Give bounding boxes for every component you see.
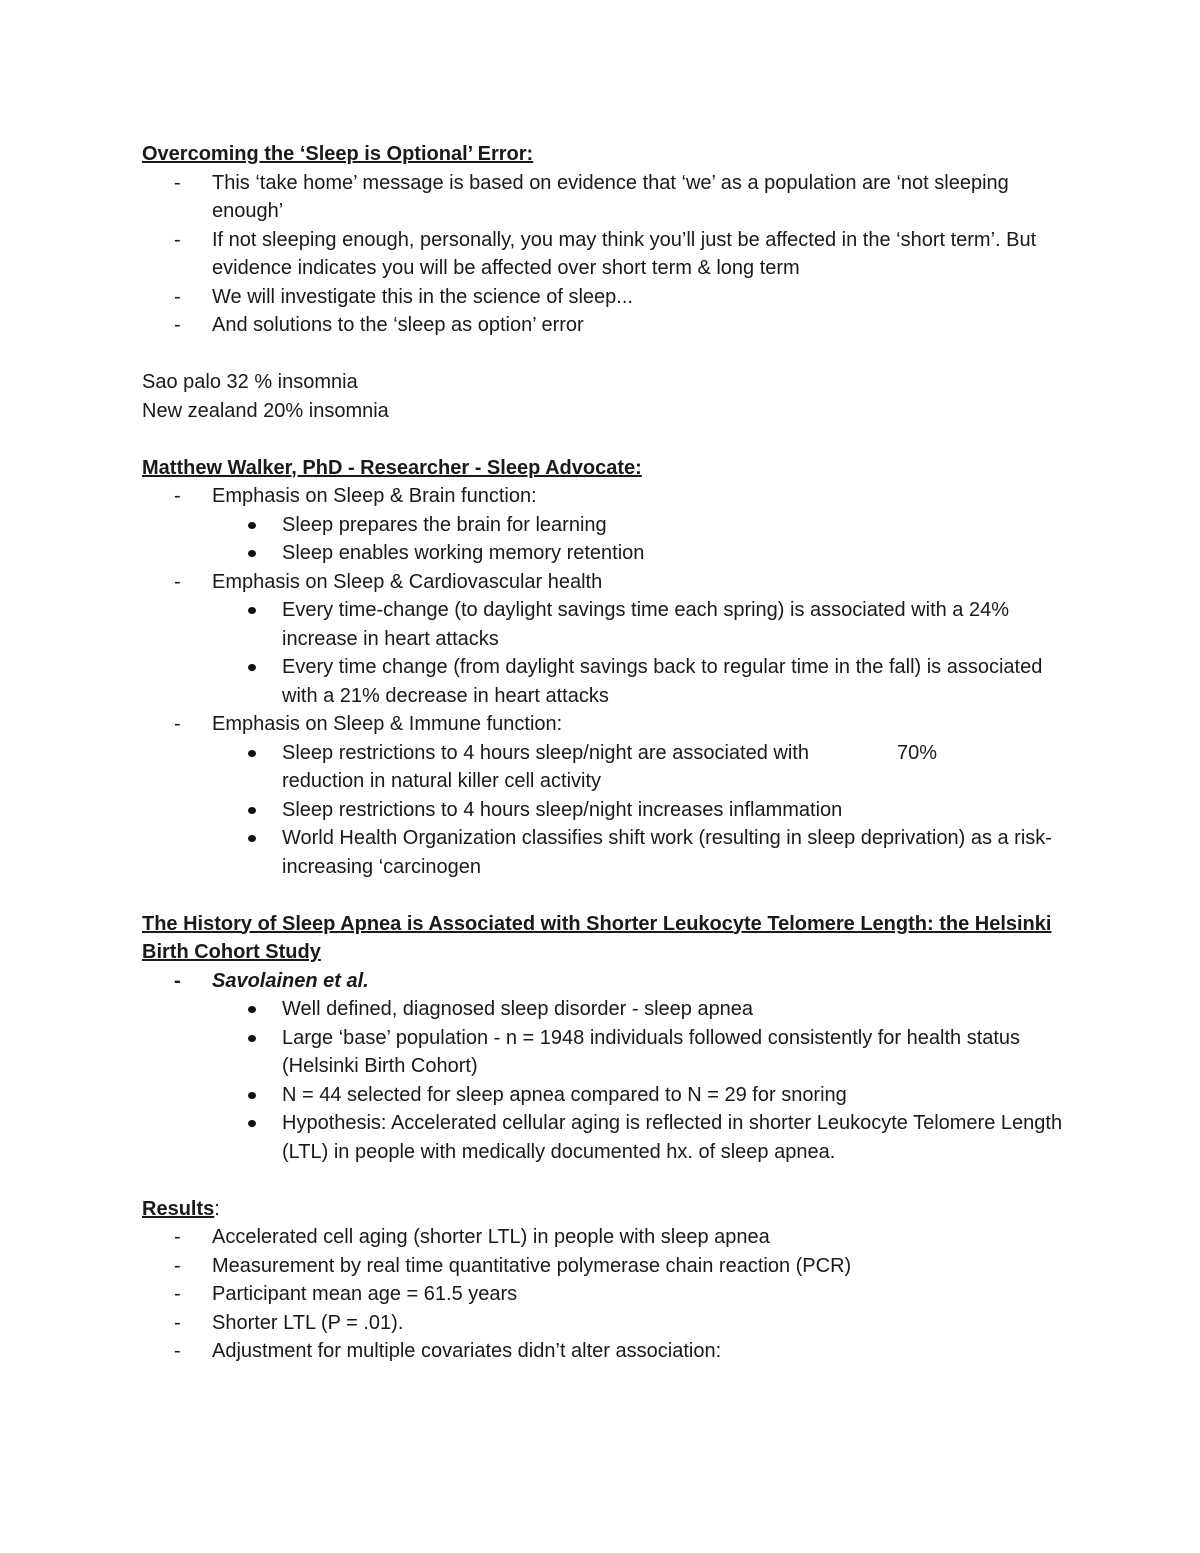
insomnia-stat-sao-paulo: Sao palo 32 % insomnia [142,371,358,393]
bullet-item [212,1081,1082,1110]
dash-marker: - [174,171,181,194]
bullet-item [212,653,1082,710]
list-item-cardio [142,568,1082,597]
list-item [142,1223,1082,1252]
bullet-text: Sleep enables working memory retention [282,542,645,564]
list-item-text: Emphasis on Sleep & Cardiovascular health [212,570,603,593]
bullet-marker [248,550,256,557]
dash-marker: - [174,1311,181,1334]
list-item-immune [142,710,1082,739]
bullet-text: Sleep restrictions to 4 hours sleep/night are associated with [282,741,809,764]
spacer [142,881,1082,910]
list-item-text: Measurement by real time quantitative polymerase chain reaction (PCR) [212,1254,852,1277]
bullet-text: Every time change (from daylight savings back to regular time in the fall) is associated with a 21% decrease in heart attacks [282,656,1043,707]
list-item-text: Adjustment for multiple covariates didn’t alter association: [212,1340,722,1362]
spacer [142,340,1082,369]
list-item [142,226,1082,283]
dash-marker: - [174,485,181,507]
bullet-marker [248,807,256,814]
dash-marker: - [174,314,181,336]
bullet-text: Well defined, diagnosed sleep disorder - sleep apnea [282,998,754,1020]
immune-bullets [212,739,1082,882]
list-item [142,1280,1082,1309]
bullet-text: Large ‘base’ population - n = 1948 individuals followed consistently for health status (Helsinki Birth Cohort) [282,1026,1021,1077]
study-list [142,967,1082,996]
list-item-text: This ‘take home’ message is based on evidence that ‘we’ as a population are ‘not sleeping enough’ [212,171,1009,222]
dash-marker: - [174,969,181,992]
list-item-text: Accelerated cell aging (shorter LTL) in people with sleep apnea [212,1226,770,1248]
section-heading-matthew-walker: Matthew Walker, PhD - Researcher - Sleep Advocate: [142,456,642,479]
bullet-item [212,539,1082,568]
walker-list [142,710,1082,739]
dash-marker: - [174,1254,181,1277]
insomnia-stat-new-zealand: New zealand 20% insomnia [142,399,389,422]
walker-list [142,482,1082,511]
list-item-brain [142,482,1082,511]
bullet-item [212,739,1082,796]
list-item-text: Participant mean age = 61.5 years [212,1283,518,1305]
bullet-item [212,511,1082,540]
bullet-item [212,596,1082,653]
bullet-text: Hypothesis: Accelerated cellular aging is reflected in shorter Leukocyte Telomere Length (LTL) in people with medically documented hx. of sleep apnea. [282,1112,1063,1163]
bullet-item [212,995,1082,1024]
bullet-text-continued: reduction in natural killer cell activity [282,770,602,792]
list-item-text: We will investigate this in the science of sleep... [212,285,633,308]
cardio-bullets [212,596,1082,710]
study-author: Savolainen et al. [212,969,369,992]
dash-marker: - [174,1226,181,1248]
dash-marker: - [174,570,181,593]
list-item [142,283,1082,312]
bullet-text: Sleep prepares the brain for learning [282,513,607,536]
list-item [142,1309,1082,1338]
spacer [142,425,1082,454]
list-item [142,311,1082,340]
results-colon: : [214,1197,220,1220]
section-heading-sleep-optional: Overcoming the ‘Sleep is Optional’ Error: [142,143,534,165]
bullet-marker [248,1035,256,1042]
document-page [142,140,1082,1366]
list-item [142,1252,1082,1281]
dash-marker: - [174,1283,181,1305]
list-item-text: Shorter LTL (P = .01). [212,1311,404,1334]
dash-marker: - [174,713,181,735]
bullet-item [212,1024,1082,1081]
bullet-marker [248,1120,256,1127]
brain-bullets [212,511,1082,568]
bullet-percent: 70% [896,741,937,764]
bullet-text: Every time-change (to daylight savings time each spring) is associated with a 24% increase in heart attacks [282,599,1010,650]
bullet-marker [248,1006,256,1013]
bullet-item [212,796,1082,825]
bullet-text: World Health Organization classifies shift work (resulting in sleep deprivation) as a risk-increasing ‘carcinogen [282,827,1052,878]
sleep-optional-list [142,169,1082,340]
bullet-marker [248,750,256,757]
bullet-marker [248,835,256,842]
dash-marker: - [174,228,181,251]
list-item-author [142,967,1082,996]
bullet-text: Sleep restrictions to 4 hours sleep/night increases inflammation [282,798,843,821]
results-heading-line [142,1195,1082,1224]
section-heading-sleep-apnea-study: The History of Sleep Apnea is Associated with Shorter Leukocyte Telomere Length: the Helsinki Birth Cohort Study [142,912,1052,963]
bullet-marker [248,1092,256,1099]
list-item [142,1337,1082,1366]
bullet-item [212,824,1082,881]
bullet-marker [248,607,256,614]
list-item-text: If not sleeping enough, personally, you may think you’ll just be affected in the ‘short term’. But evidence indicates you will be affected over short term & long term [212,228,1037,279]
dash-marker: - [174,285,181,308]
bullet-marker [248,522,256,529]
bullet-item [212,1109,1082,1166]
list-item [142,169,1082,226]
dash-marker: - [174,1340,181,1362]
study-bullets [212,995,1082,1166]
bullet-text: N = 44 selected for sleep apnea compared to N = 29 for snoring [282,1083,847,1106]
walker-list [142,568,1082,597]
results-list [142,1223,1082,1366]
list-item-text: Emphasis on Sleep & Brain function: [212,485,537,507]
bullet-marker [248,664,256,671]
list-item-text: And solutions to the ‘sleep as option’ error [212,314,584,336]
section-heading-results: Results [142,1197,215,1220]
list-item-text: Emphasis on Sleep & Immune function: [212,713,563,735]
spacer [142,1166,1082,1195]
